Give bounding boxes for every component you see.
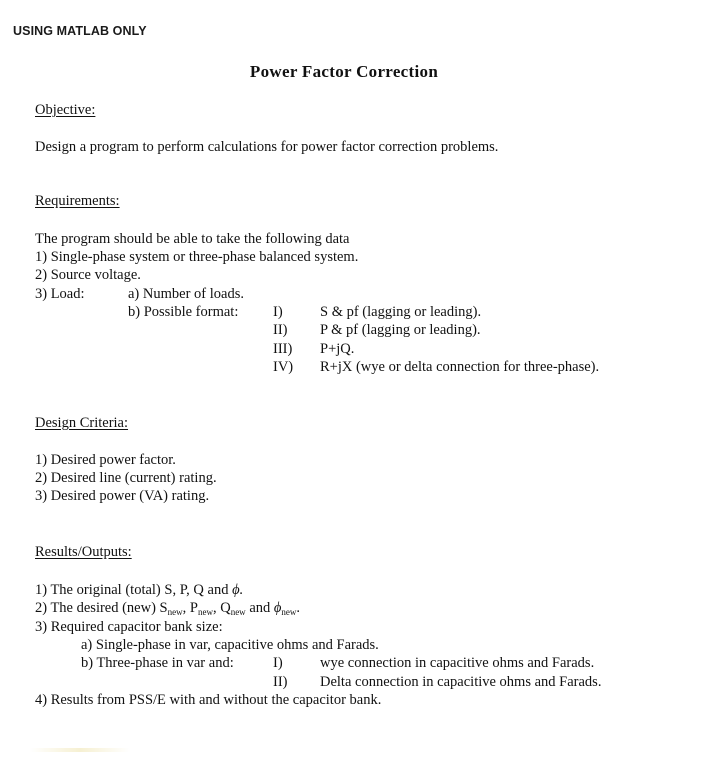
requirements-intro: The program should be able to take the following data: [35, 231, 350, 247]
subscript-new: new: [197, 607, 213, 617]
results-item-3: 3) Required capacitor bank size:: [35, 619, 223, 635]
results-item-2: [35, 599, 300, 617]
results-item-4: 4) Results from PSS/E with and without the capacitor bank.: [35, 692, 382, 708]
objective-heading: Objective:: [35, 102, 96, 118]
format-text: R+jX (wye or delta connection for three-phase).: [320, 359, 600, 375]
q-letter: , Q: [212, 600, 231, 616]
requirement-item-1: 1) Single-phase system or three-phase balanced system.: [35, 249, 359, 265]
subscript-new: new: [281, 607, 297, 617]
document-title: Power Factor Correction: [249, 62, 439, 81]
and-word: and: [245, 600, 274, 616]
decorative-fade: [30, 748, 130, 752]
results-sub-text: wye connection in capacitive ohms and Farads.: [320, 655, 595, 671]
format-num: II): [273, 322, 288, 338]
results-sub-num: II): [273, 674, 288, 690]
format-num: I): [273, 304, 283, 320]
p-letter: , P: [182, 600, 198, 616]
question-header: USING MATLAB ONLY: [13, 24, 147, 38]
requirement-item-2: 2) Source voltage.: [35, 267, 141, 283]
results-heading: Results/Outputs:: [35, 544, 132, 560]
design-item: 1) Desired power factor.: [35, 452, 176, 468]
format-text: P & pf (lagging or leading).: [320, 322, 481, 338]
design-item: 3) Desired power (VA) rating.: [35, 488, 210, 504]
subscript-new: new: [167, 607, 183, 617]
design-criteria-heading: Design Criteria:: [35, 415, 129, 431]
format-num: III): [273, 341, 293, 357]
phi-symbol: ϕ: [273, 600, 282, 616]
period: .: [296, 600, 301, 616]
requirements-heading: Requirements:: [35, 193, 120, 209]
results-item-2-prefix: 2) The desired (new) S: [35, 600, 168, 616]
requirement-item-3-label: 3) Load:: [35, 286, 85, 302]
format-text: P+jQ.: [320, 341, 355, 357]
format-num: IV): [273, 359, 294, 375]
results-sub-num: I): [273, 655, 283, 671]
results-item-3a: a) Single-phase in var, capacitive ohms and Farads.: [81, 637, 379, 653]
results-sub-text: Delta connection in capacitive ohms and Farads.: [320, 674, 602, 690]
requirement-item-3b: b) Possible format:: [128, 304, 239, 320]
subscript-new: new: [230, 607, 246, 617]
objective-text: Design a program to perform calculations for power factor correction problems.: [35, 139, 499, 155]
phi-symbol: ϕ.: [232, 582, 244, 598]
design-item: 2) Desired line (current) rating.: [35, 470, 217, 486]
results-item-1-text: 1) The original (total) S, P, Q and: [35, 582, 229, 598]
requirement-item-3a: a) Number of loads.: [128, 286, 244, 302]
format-text: S & pf (lagging or leading).: [320, 304, 482, 320]
results-item-3b: b) Three-phase in var and:: [81, 655, 234, 671]
results-item-1: [35, 581, 243, 599]
